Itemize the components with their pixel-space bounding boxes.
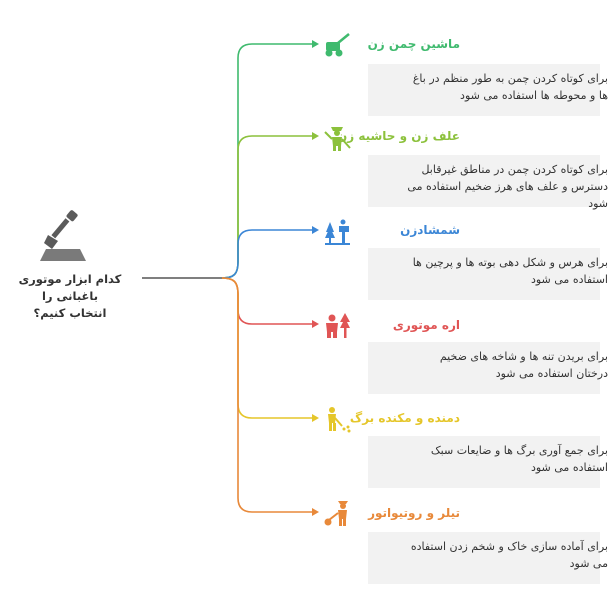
branch-connector (222, 278, 312, 418)
branch-title-leaf-blower: دمنده و مکنده برگ (349, 411, 460, 425)
branch-desc-text: برای کوتاه کردن چمن در مناطق غیرقابل دسترس و علف های هرز ضخیم استفاده می شود (407, 163, 608, 210)
branch-desc-trimmer (368, 155, 608, 210)
root-question-title: کدام ابزار موتوری باغبانی را انتخاب کنیم؟ (18, 272, 122, 320)
branch-desc-chainsaw (368, 342, 608, 394)
branch-desc-text: برای کوتاه کردن چمن به طور منظم در باغ ها و محوطه ها استفاده می شود (412, 72, 608, 102)
branch-desc-lawn-mower (368, 64, 608, 116)
branch-title-trimmer: علف زن و حاشیه زن (337, 129, 460, 143)
branch-desc-text: برای هرس و شکل دهی بوته ها و پرچین ها استفاده می شود (412, 256, 608, 286)
branch-title-tiller: تیلر و روتیواتور (368, 506, 460, 520)
branch-desc-text: برای آماده سازی خاک و شخم زدن استفاده می شود (410, 540, 608, 570)
branch-connector (222, 136, 312, 278)
branch-desc-leaf-blower (368, 436, 608, 488)
branch-desc-tiller (368, 532, 608, 584)
branch-title-chainsaw: اره موتوری (392, 318, 460, 332)
branch-connector (222, 278, 312, 512)
branch-connector (222, 230, 312, 278)
shovel-in-ground-icon (38, 205, 88, 265)
branch-title-lawn-mower: ماشین چمن زن (367, 37, 460, 51)
branch-desc-text: برای بریدن تنه ها و شاخه های ضخیم درختان استفاده می شود (439, 350, 608, 380)
branch-desc-text: برای جمع آوری برگ ها و ضایعات سبک استفاده می شود (430, 444, 608, 474)
branch-connector (222, 44, 312, 278)
branch-desc-hedge-trimmer (368, 248, 608, 300)
branch-title-hedge-trimmer: شمشادزن (400, 223, 460, 237)
